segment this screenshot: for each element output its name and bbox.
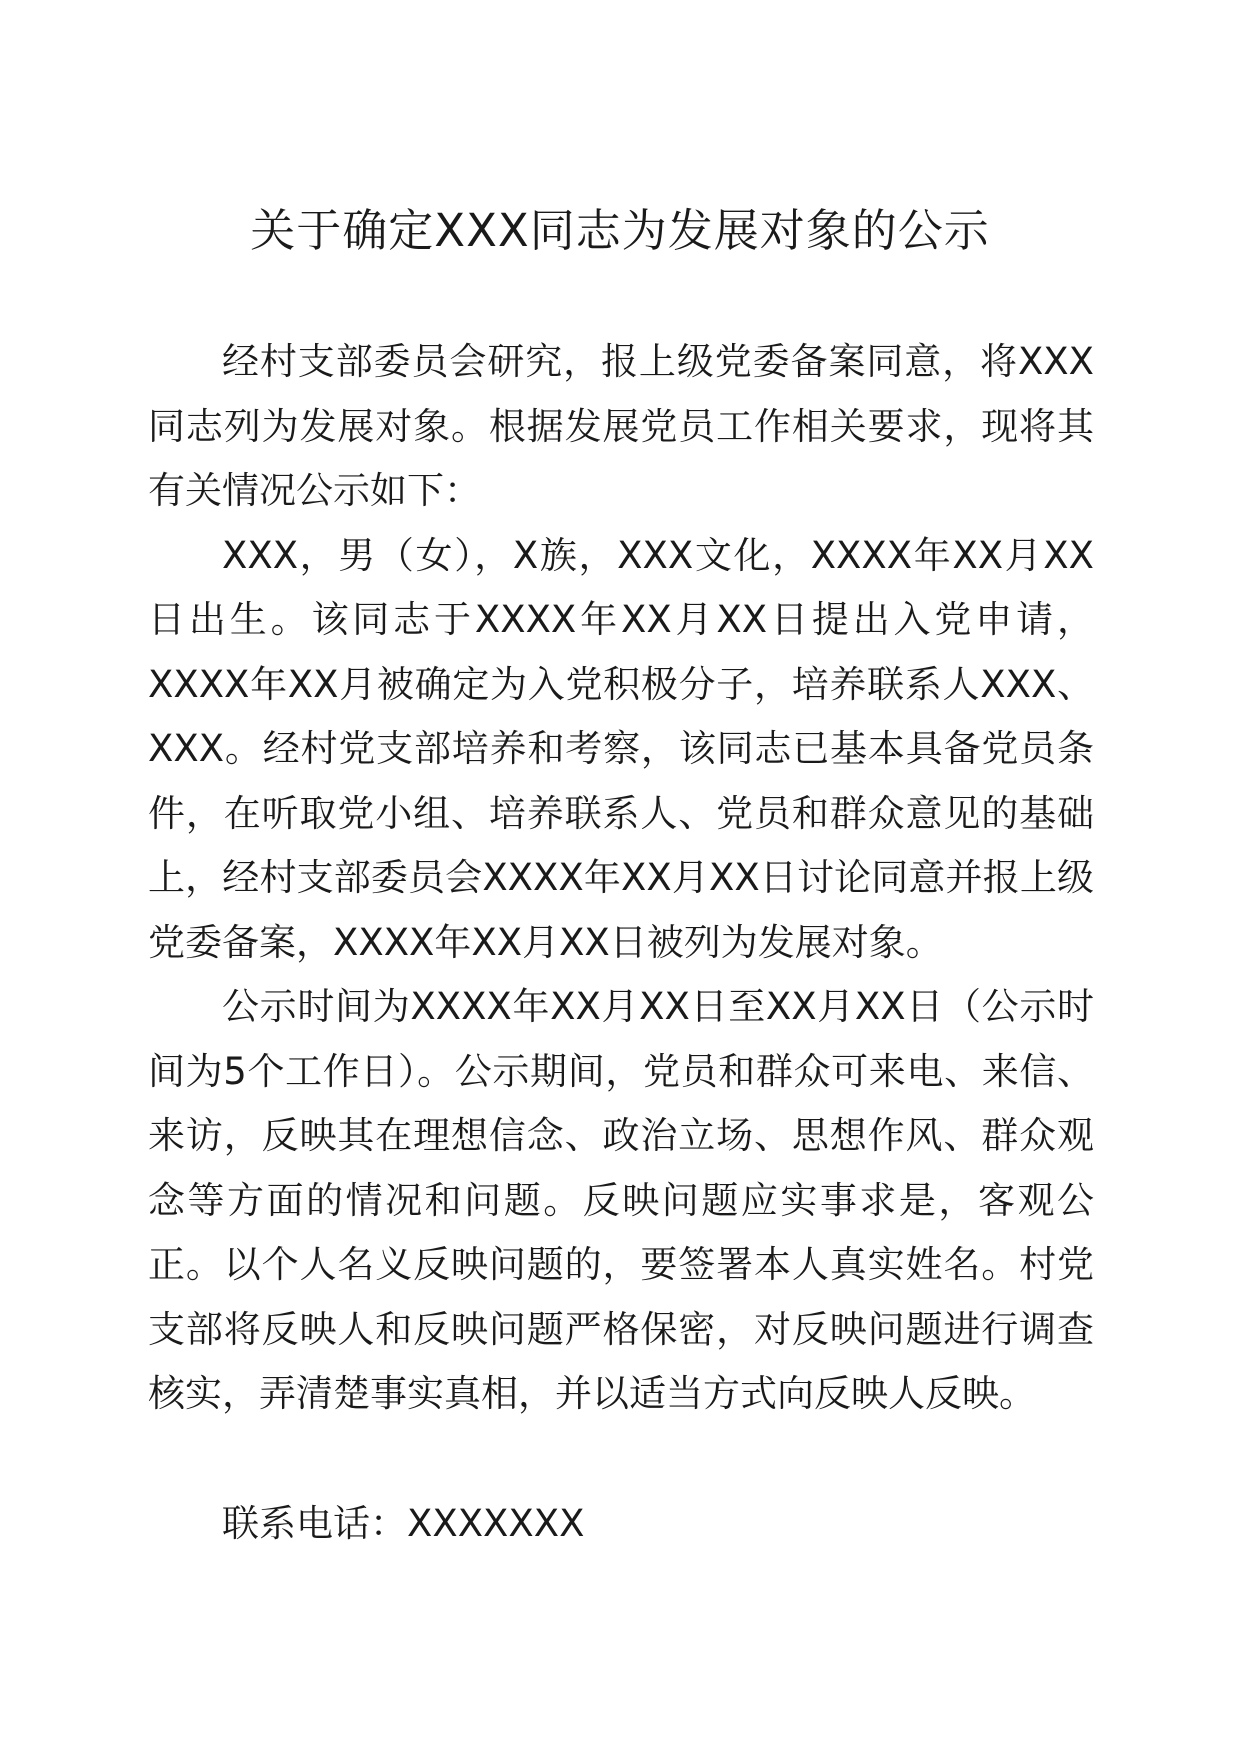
paragraph-notice-period: 公示时间为XXXX年XX月XX日至XX月XX日（公示时间为5个工作日）。公示期间，党员和群众可来电、来信、来访，反映其在理想信念、政治立场、思想作风、群众观念等方面的情况和问题。反映问题应实事求是，客观公正。以个人名义反映问题的，要签署本人真实姓名。村党支部将反映人和反映问题严格保密，对反映问题进行调查核实，弄清楚事实真相，并以适当方式向反映人反映。 xyxy=(148,985,1094,1415)
paragraph-intro: 经村支部委员会研究，报上级党委备案同意，将XXX同志列为发展对象。根据发展党员工作相关要求，现将其有关情况公示如下： xyxy=(148,340,1094,512)
contact-phone: 联系电话：XXXXXXX xyxy=(222,1502,585,1545)
paragraph-profile: XXX，男（女），X族，XXX文化，XXXX年XX月XX日出生。该同志于XXXX年XX月XX日提出入党申请，XXXX年XX月被确定为入党积极分子，培养联系人XXX、XXX。经村党支部培养和考察，该同志已基本具备党员条件，在听取党小组、培养联系人、党员和群众意见的基础上，经村支部委员会XXXX年XX月XX日讨论同意并报上级党委备案，XXXX年XX月XX日被列为发展对象。 xyxy=(148,533,1094,964)
document-body xyxy=(148,330,1094,1427)
document-title: 关于确定XXX同志为发展对象的公示 xyxy=(250,204,990,257)
